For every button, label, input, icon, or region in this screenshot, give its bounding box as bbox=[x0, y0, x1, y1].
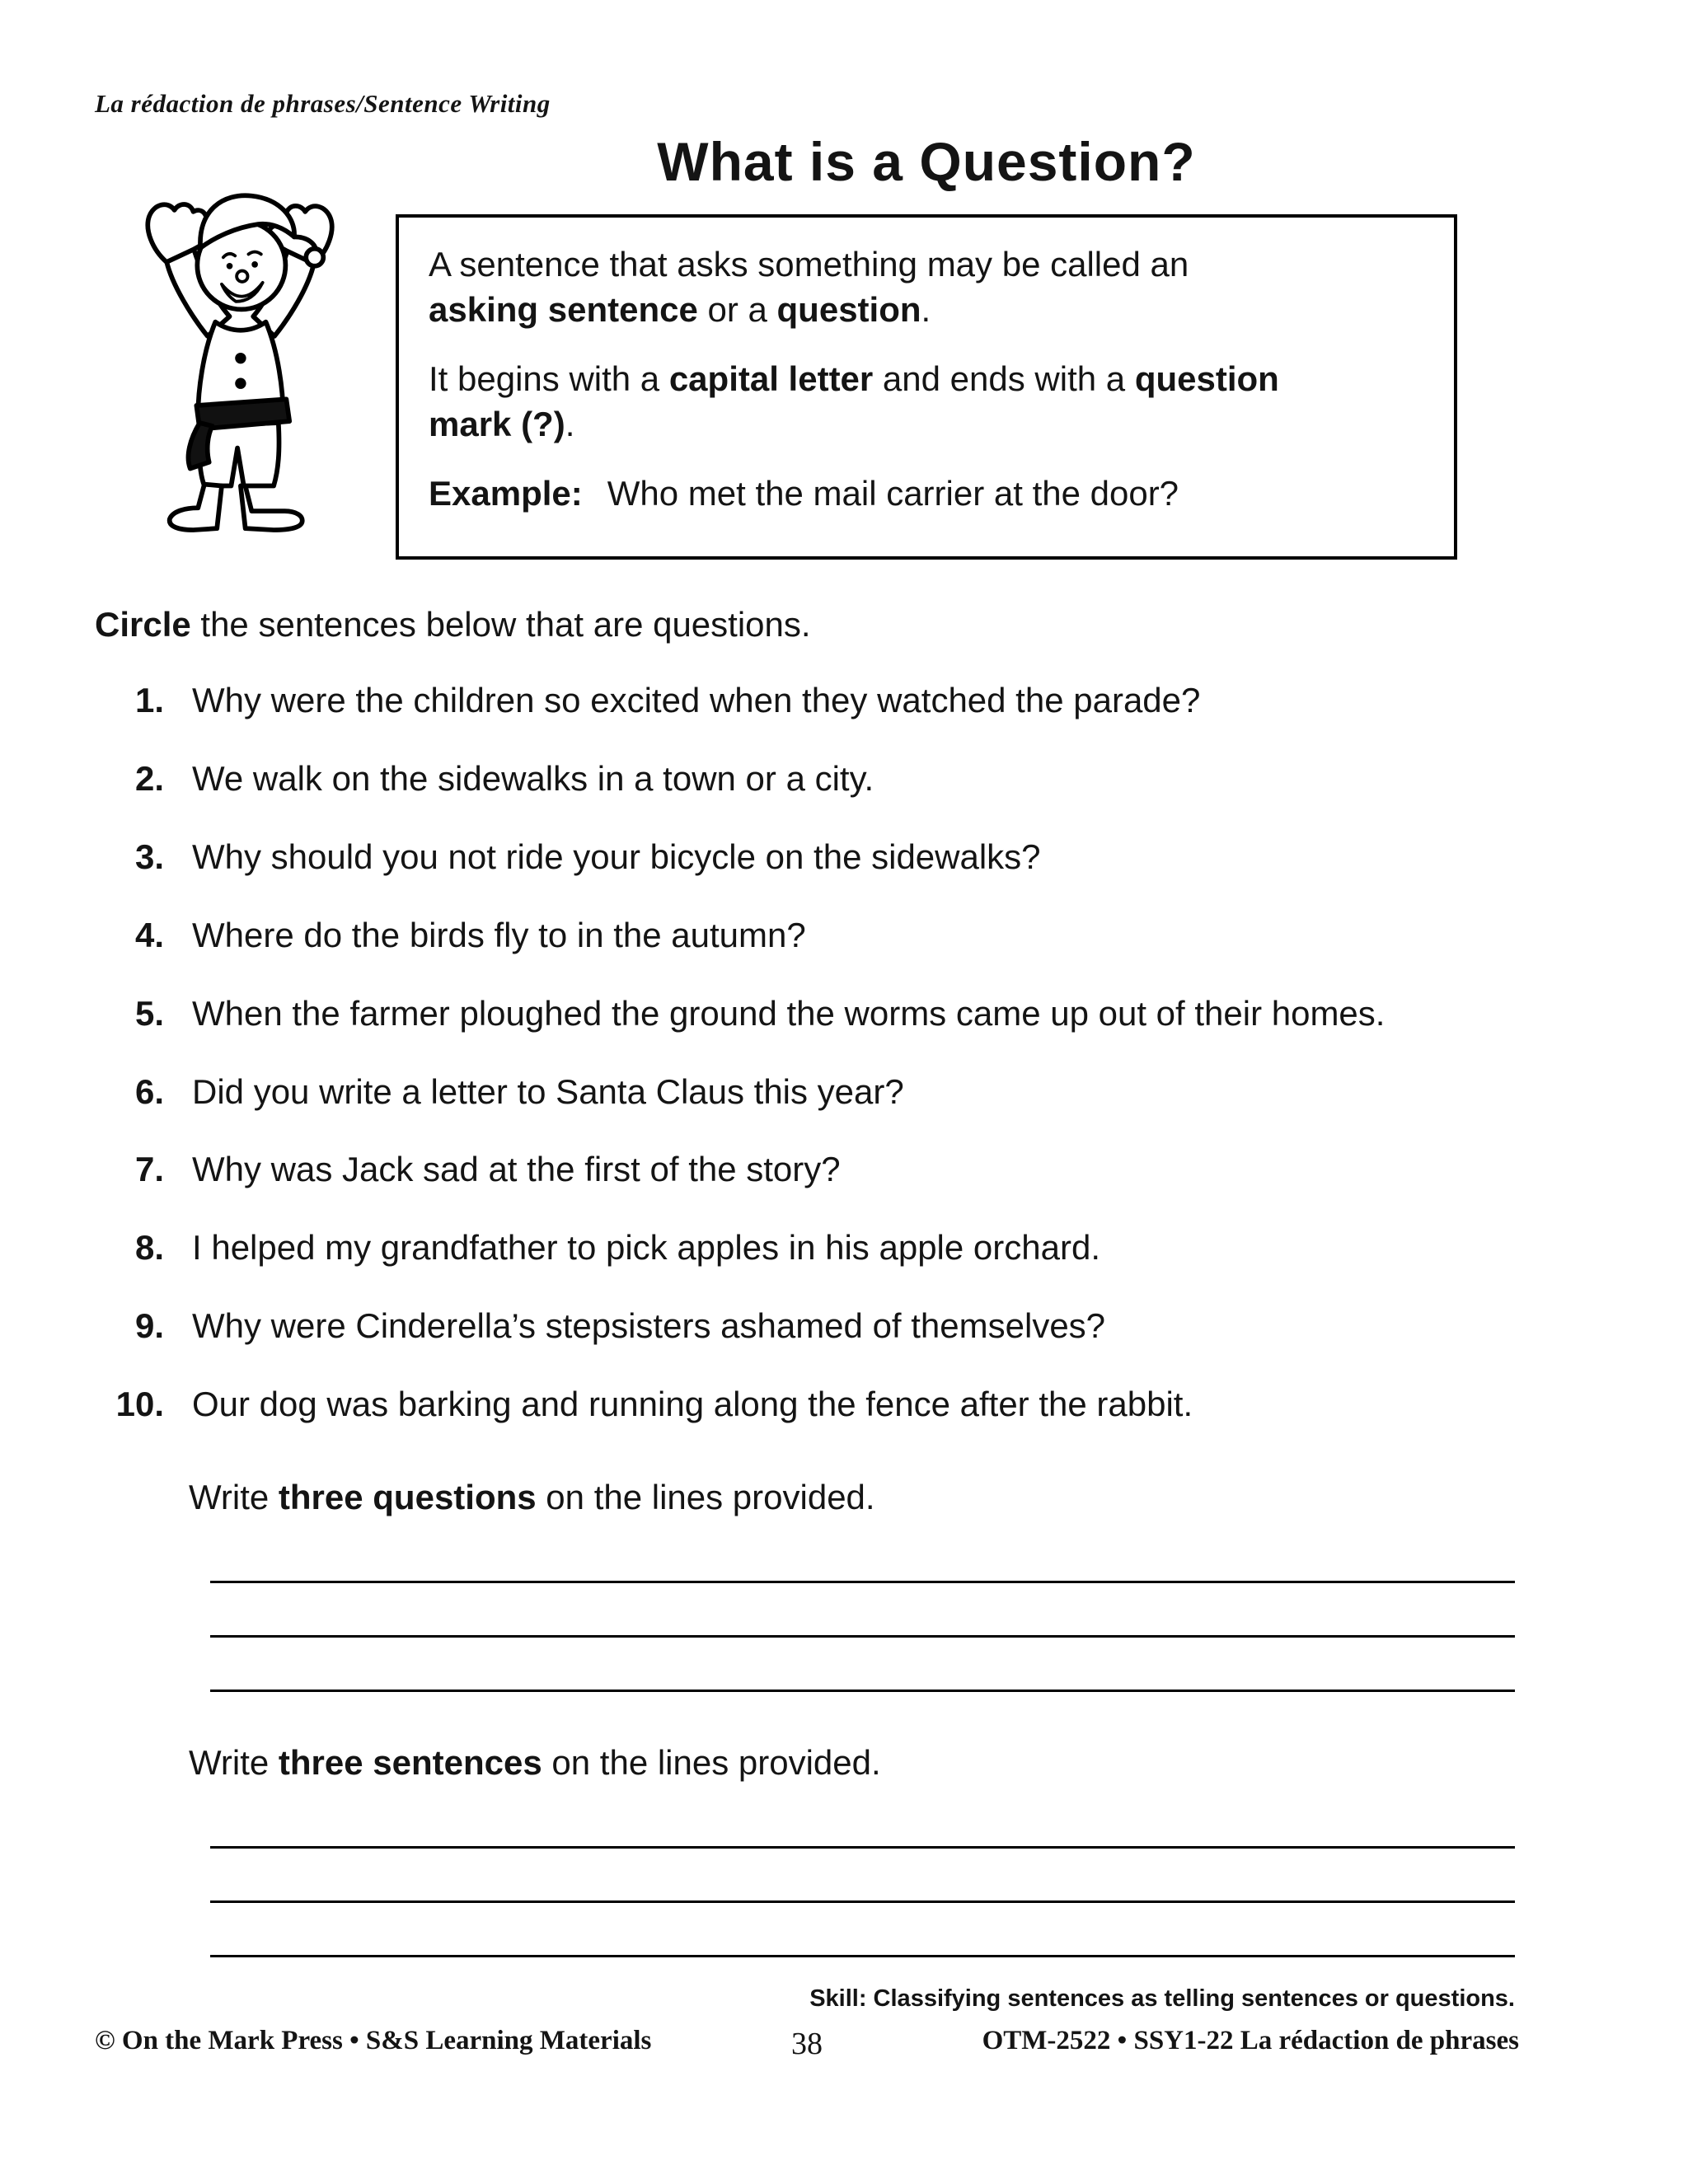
question-text: Did you write a letter to Santa Claus this year? bbox=[192, 1071, 904, 1111]
text-bold: three questions bbox=[278, 1478, 537, 1517]
question-text: I helped my grandfather to pick apples in his apple orchard. bbox=[192, 1228, 1100, 1268]
questions-answer-lines bbox=[95, 1529, 1589, 1692]
question-item bbox=[95, 836, 1589, 879]
text: Write bbox=[189, 1478, 279, 1517]
answer-line bbox=[210, 1903, 1515, 1957]
text: on the lines provided. bbox=[536, 1478, 875, 1517]
definition-box bbox=[396, 214, 1457, 560]
text-bold: question bbox=[776, 289, 921, 329]
definition-line-2 bbox=[429, 357, 1424, 447]
question-number: 10. bbox=[115, 1385, 164, 1424]
question-number: 4. bbox=[134, 915, 164, 954]
series-header: La rédaction de phrases/Sentence Writing bbox=[95, 89, 551, 118]
question-number: 3. bbox=[134, 837, 164, 876]
question-text: We walk on the sidewalks in a town or a city. bbox=[192, 758, 874, 798]
example-text: Who met the mail carrier at the door? bbox=[607, 474, 1179, 513]
question-item bbox=[95, 679, 1589, 723]
answer-line bbox=[210, 1583, 1515, 1638]
text: and ends with a bbox=[873, 359, 1135, 399]
question-item bbox=[95, 1305, 1589, 1348]
answer-line bbox=[210, 1638, 1515, 1692]
answer-line bbox=[210, 1794, 1515, 1849]
question-text: Why were the children so excited when they watched the parade? bbox=[192, 680, 1201, 719]
title-and-definition-column bbox=[396, 130, 1589, 560]
text: on the lines provided. bbox=[542, 1743, 881, 1783]
copyright: © On the Mark Press • S&S Learning Materials bbox=[95, 2026, 652, 2056]
text: A sentence that asks something may be called an bbox=[429, 245, 1189, 284]
question-text: Why should you not ride your bicycle on the sidewalks? bbox=[192, 837, 1041, 876]
text-row bbox=[429, 288, 1424, 333]
question-number: 6. bbox=[134, 1071, 164, 1111]
text: or a bbox=[697, 289, 777, 329]
page-number: 38 bbox=[791, 2027, 823, 2062]
text-bold: three sentences bbox=[278, 1743, 542, 1783]
text-bold: mark (?) bbox=[429, 404, 565, 443]
text-bold: asking sentence bbox=[429, 289, 698, 329]
clown-illustration bbox=[95, 538, 383, 552]
answer-line bbox=[210, 1529, 1515, 1583]
doc-code: OTM-2522 • SSY1-22 La rédaction de phrases bbox=[982, 2026, 1519, 2056]
question-item bbox=[95, 914, 1589, 958]
page-title: What is a Question? bbox=[657, 131, 1196, 192]
example-label: Example: bbox=[429, 474, 583, 513]
question-number: 2. bbox=[134, 758, 164, 798]
instruction-rest: the sentences below that are questions. bbox=[190, 604, 811, 644]
header-section bbox=[95, 130, 1589, 560]
page-footer bbox=[95, 2026, 1519, 2062]
question-item bbox=[95, 1148, 1589, 1192]
question-item bbox=[95, 1383, 1589, 1427]
question-list bbox=[95, 679, 1589, 1427]
question-item bbox=[95, 757, 1589, 801]
text: . bbox=[921, 289, 931, 329]
text-bold: question bbox=[1134, 359, 1279, 399]
question-text: Why were Cinderella’s stepsisters ashamed of themselves? bbox=[192, 1306, 1106, 1346]
question-number: 5. bbox=[134, 993, 164, 1033]
text: It begins with a bbox=[429, 359, 669, 399]
question-text: When the farmer ploughed the ground the worms came up out of their homes. bbox=[192, 993, 1386, 1033]
instructions bbox=[95, 605, 1589, 644]
write-sentences-prompt bbox=[189, 1743, 1589, 1783]
answer-line bbox=[210, 1849, 1515, 1903]
question-item bbox=[95, 1071, 1589, 1114]
instruction-verb: Circle bbox=[95, 604, 191, 644]
question-number: 1. bbox=[134, 680, 164, 719]
text: Write bbox=[189, 1743, 279, 1783]
question-text: Our dog was barking and running along the fence after the rabbit. bbox=[192, 1385, 1193, 1424]
question-number: 9. bbox=[134, 1306, 164, 1346]
question-number: 8. bbox=[134, 1228, 164, 1268]
question-text: Why was Jack sad at the first of the story? bbox=[192, 1150, 841, 1189]
text: . bbox=[565, 404, 575, 443]
text-row bbox=[429, 357, 1424, 402]
text-row bbox=[429, 242, 1424, 288]
write-questions-prompt bbox=[189, 1478, 1589, 1517]
example-line bbox=[429, 471, 1424, 517]
question-text: Where do the birds fly to in the autumn? bbox=[192, 915, 806, 954]
text-bold: capital letter bbox=[668, 359, 874, 399]
illustration-column bbox=[95, 130, 396, 560]
question-item bbox=[95, 992, 1589, 1036]
sentences-answer-lines bbox=[95, 1794, 1589, 1957]
text-row bbox=[429, 402, 1424, 448]
skill-note: Skill: Classifying sentences as telling sentences or questions. bbox=[809, 1985, 1515, 2013]
question-number: 7. bbox=[134, 1150, 164, 1189]
definition-line-1 bbox=[429, 242, 1424, 332]
question-item bbox=[95, 1226, 1589, 1270]
